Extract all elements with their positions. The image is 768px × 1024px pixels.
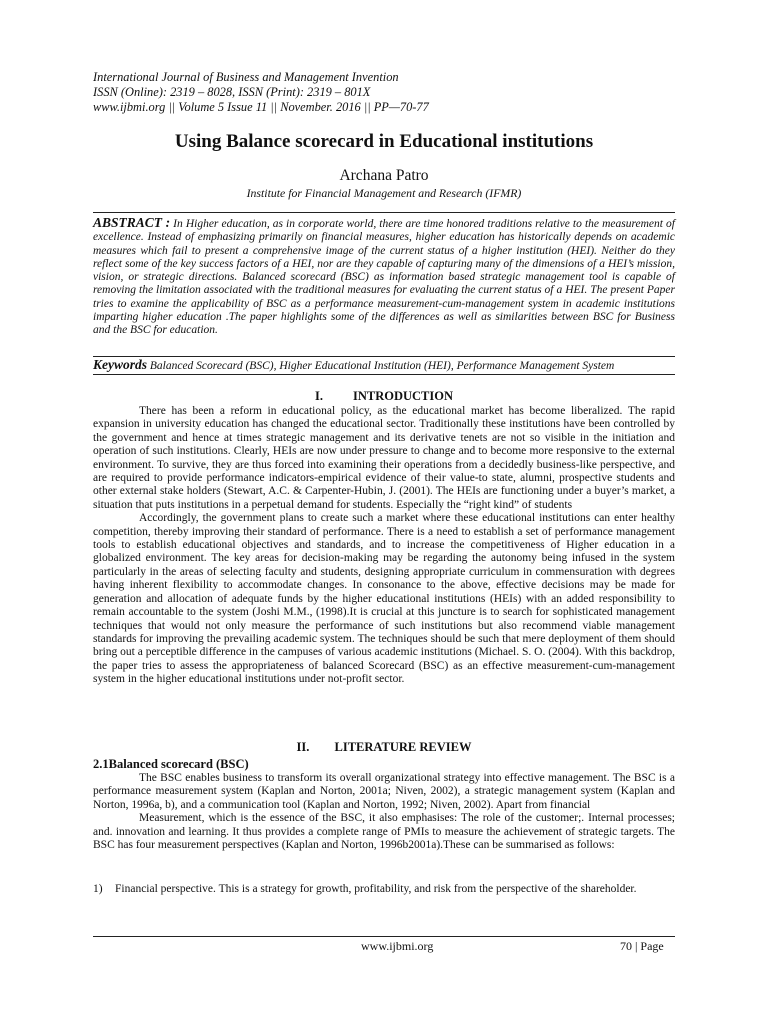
lit-paragraph-2: Measurement, which is the essence of the BSC, it also emphasises: The role of the customer;. Internal processes; and. innovation and learning. It thus provides a complete range of PMIs to measure the achievement of strategic targets. The BSC has four measurement perspectives (Kaplan and Norton, 1996b2001a).These can be summarised as follows: [93,812,675,852]
section-number: I. [314,389,323,403]
rule-top [93,212,675,213]
perspective-list [93,883,675,896]
keywords [93,357,675,373]
author-name: Archana Patro [339,167,429,184]
journal-volume: www.ijbmi.org || Volume 5 Issue 11 || November. 2016 || PP—70-77 [93,100,429,115]
journal-header [93,70,693,116]
list-text: Financial perspective. This is a strategy for growth, profitability, and risk from the perspective of the shareholder. [115,883,637,895]
rule-footer [93,936,675,937]
abstract-text: In Higher education, as in corporate world, there are time honored traditions relative to the measurement of excellence. Instead of emphasizing primarily on financial measures, higher education has historically depends on academic measures which fail to present a comprehensive image of the current status of a higher institution (HEI). Neither do they reflect some of the key success factors of a HEI, nor are they capable of capturing many of the dimensions of a HEI’s mission, vision, or strategic directions. Balanced scorecard (BSC) as information based strategic management tool is capable of removing the limitation associated with the traditional measures for evaluating the current status of a HEI. The present Paper tries to examine the applicability of BSC as a performance measurement-cum-management system in academic institutions imparting higher education .The paper highlights some of the differences as well as similarities between BSC for Business and the BSC for education. [93,218,675,337]
paper-title: Using Balance scorecard in Educational institutions [174,131,594,152]
literature-body [93,772,675,852]
footer-url: www.ijbmi.org [361,939,434,953]
section-heading-introduction [0,389,768,404]
abstract [93,216,675,338]
section-number: II. [296,740,310,754]
intro-paragraph-2: Accordingly, the government plans to create such a market where these educational institutions can enter healthy competition, thereby improving their standard of performance. There is a need to establish a set of performance management tools to establish educational objectives and standards, and to increase the competitiveness of Higher education in a globalized environment. The key areas for decision-making may be regarding the autonomy being infused in the system particularly in the areas of selecting faculty and students, designing appropriate curriculum in commensuration with degrees having inherent flexibility to accommodate changes. In consonance to the above, effective decisions may be made for generation and allocation of adequate funds by the higher educational institutions (HEIs) with an added responsibility to remain accountable to the system (Joshi M.M., (1998).It is crucial at this juncture is to search for sophisticated management techniques that would not only measure the performance of such institutions but also recommend viable management standards for improving the prevailing academic system. The techniques should be such that mere deployment of them should bring out a perceptible difference in the campuses of various academic institutions (Michael. S. O. (2004). With this backdrop, the paper tries to assess the appropriateness of balanced Scorecard (BSC) as an effective measurement-cum-management system in the higher educational institutions under not-profit sector. [93,512,675,686]
author-affiliation: Institute for Financial Management and Research (IFMR) [246,186,522,200]
subsection-heading: 2.1Balanced scorecard (BSC) [93,757,249,771]
keywords-label: Keywords [93,357,147,372]
abstract-label: ABSTRACT : [93,215,171,230]
list-number: 1) [93,883,103,895]
journal-issn: ISSN (Online): 2319 – 8028, ISSN (Print): 2319 – 801X [93,85,371,100]
footer-page-number: 70 | Page [620,939,664,953]
rule-keywords-bottom [93,374,675,375]
introduction-body [93,405,675,687]
intro-paragraph-1: There has been a reform in educational policy, as the educational market has become liberalized. The rapid expansion in university education has changed the educational sector. Traditionally these institutions have been controlled by the government and hence at times strategic management and its derivative tenets are not so visible in the initiation and operation of such institutions. Clearly, HEIs are now under pressure to change and to become more responsive to the external environment. To survive, they are thus forced into examining their operations from a decidedly business-like perspective, and are required to provide performance indicators-empirical evidence of their value-to state, alumni, prospective students and other external stake holders (Stewart, A.C. & Carpenter-Hubin, J. (2001). The HEIs are functioning under a buyer’s market, a situation that puts institutions in a perpetual demand for students. Especially the “right kind” of students [93,405,675,511]
section-heading-literature-review [0,740,768,755]
section-title: LITERATURE REVIEW [334,740,472,754]
journal-name: International Journal of Business and Management Invention [93,70,399,84]
keywords-text: Balanced Scorecard (BSC), Higher Educational Institution (HEI), Performance Management System [147,360,615,372]
lit-paragraph-1: The BSC enables business to transform its overall organizational strategy into effective management. The BSC is a performance measurement system (Kaplan and Norton, 2001a; Niven, 2002), a strategic management system (Kaplan and Norton, 1996a, b), and a communication tool (Kaplan and Norton, 1992; Niven, 2002). Apart from financial [93,772,675,811]
list-item [93,883,675,896]
section-title: INTRODUCTION [352,389,453,403]
